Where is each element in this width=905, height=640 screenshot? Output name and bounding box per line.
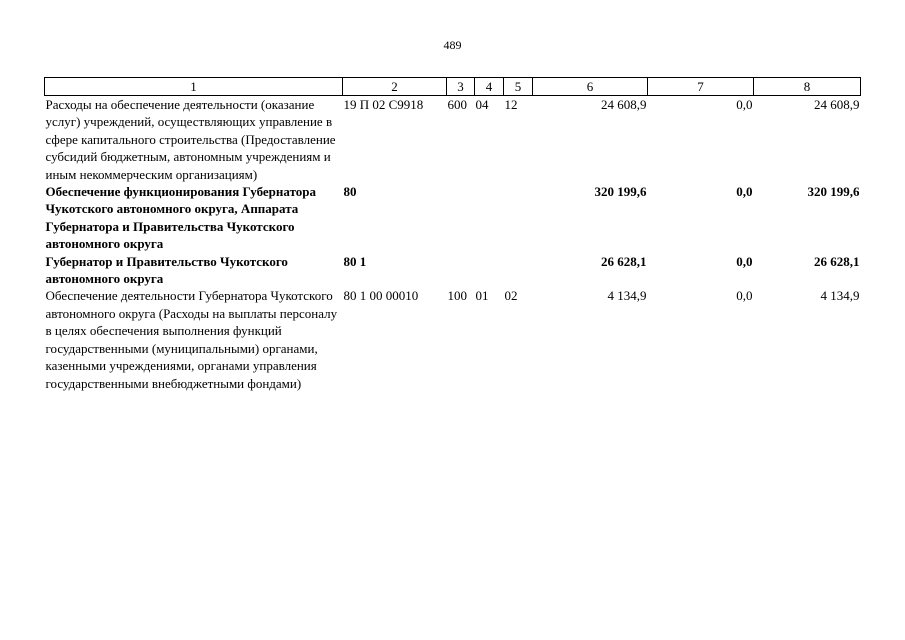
table-row xyxy=(45,287,861,391)
table-row xyxy=(45,253,861,288)
row-col8: 320 199,6 xyxy=(807,184,860,200)
budget-table xyxy=(44,77,861,392)
row-col8: 4 134,9 xyxy=(820,288,860,304)
column-header: 4 xyxy=(475,78,504,96)
table-row xyxy=(45,183,861,253)
column-header: 1 xyxy=(45,78,343,96)
row-col4 xyxy=(475,253,504,288)
row-col5 xyxy=(504,253,533,288)
row-col6: 24 608,9 xyxy=(601,97,647,112)
row-col6: 320 199,6 xyxy=(594,184,647,200)
row-col3: 100 xyxy=(447,288,467,304)
column-header: 3 xyxy=(447,78,475,96)
row-code: 19 П 02 С9918 xyxy=(343,97,424,112)
row-code: 80 xyxy=(343,184,357,200)
row-col8: 26 628,1 xyxy=(814,253,860,269)
row-col4: 04 xyxy=(475,97,489,112)
row-col3 xyxy=(447,183,475,253)
row-name: Обеспечение деятельности Губернатора Чукотского автономного округа (Расходы на выплаты персоналу в целях обеспечения выполнения функций государственными (муниципальными) органами, казенными учреждениями, органами управления государственными внебюджетными фондами) xyxy=(45,288,338,391)
column-header: 7 xyxy=(648,78,754,96)
row-name: Расходы на обеспечение деятельности (оказание услуг) учреждений, осуществляющих управление в сфере капитального строительства (Предоставление субсидий бюджетным, автономным учреждениям и иным некоммерческим организациям) xyxy=(45,97,336,182)
row-col7: 0,0 xyxy=(736,288,753,304)
row-col5 xyxy=(504,183,533,253)
page-number: 489 xyxy=(443,38,462,52)
row-col4 xyxy=(475,183,504,253)
column-header: 5 xyxy=(504,78,533,96)
row-col3 xyxy=(447,253,475,288)
row-col5: 02 xyxy=(504,288,518,304)
table-header-row xyxy=(45,78,861,96)
row-name: Обеспечение функционирования Губернатора Чукотского автономного округа, Аппарата Губернатора и Правительства Чукотского автономного округа xyxy=(45,184,317,252)
row-col6: 26 628,1 xyxy=(601,253,647,269)
column-header: 2 xyxy=(343,78,447,96)
row-col3: 600 xyxy=(447,97,467,112)
row-col7: 0,0 xyxy=(736,97,753,112)
row-col8: 24 608,9 xyxy=(814,97,860,112)
table-row xyxy=(45,96,861,184)
column-header: 6 xyxy=(533,78,648,96)
row-col7: 0,0 xyxy=(736,253,753,269)
row-col7: 0,0 xyxy=(736,184,753,200)
column-header: 8 xyxy=(754,78,861,96)
row-col6: 4 134,9 xyxy=(607,288,647,304)
row-name: Губернатор и Правительство Чукотского автономного округа xyxy=(45,253,288,287)
row-code: 80 1 xyxy=(343,253,367,269)
row-col5: 12 xyxy=(504,97,518,112)
row-col4: 01 xyxy=(475,288,489,304)
row-code: 80 1 00 00010 xyxy=(343,288,419,304)
